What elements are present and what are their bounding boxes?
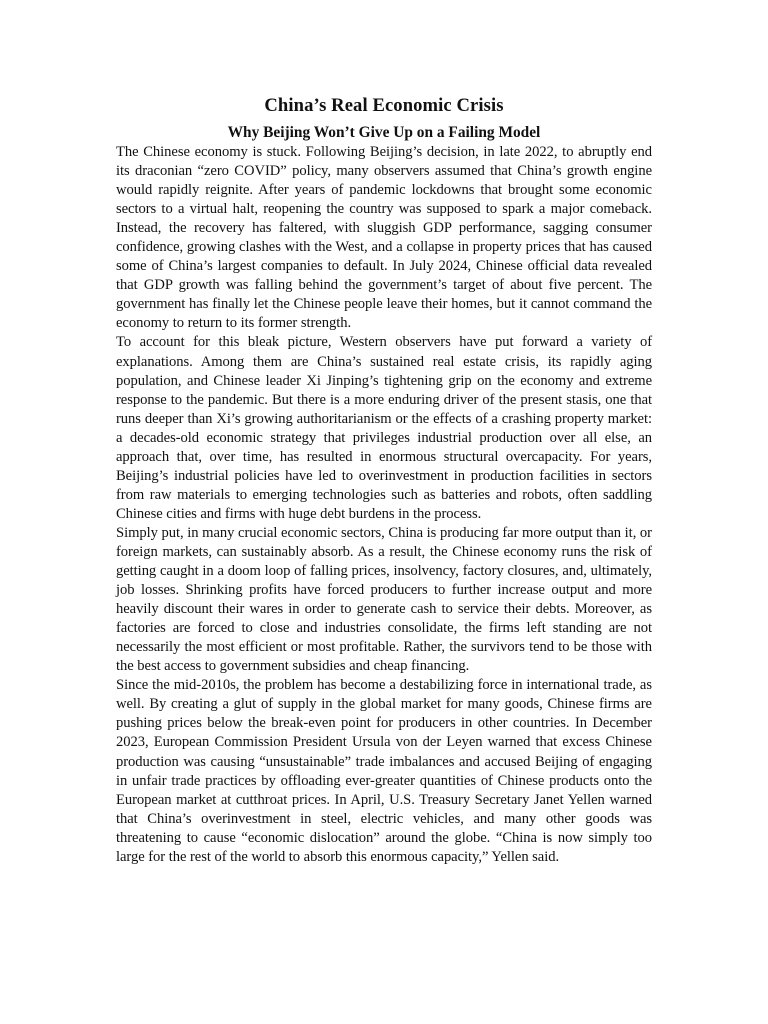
document-subtitle: Why Beijing Won’t Give Up on a Failing Model <box>227 124 541 141</box>
document-page <box>116 94 652 867</box>
document-title: China’s Real Economic Crisis <box>264 95 504 116</box>
paragraph-2: To account for this bleak picture, Western observers have put forward a variety of explanations. Among them are China’s sustained real estate crisis, its rapidly aging population, and Chinese leader Xi Jinping’s tightening grip on the economy and extreme response to the pandemic. But there is a more enduring driver of the present stasis, one that runs deeper than Xi’s growing authoritarianism or the effects of a crashing property market: a decades-old economic strategy that privileges industrial production over all else, an approach that, over time, has resulted in enormous structural overcapacity. For years, Beijing’s industrial policies have led to overinvestment in production facilities in sectors from raw materials to emerging technologies such as batteries and robots, often saddling Chinese cities and firms with huge debt burdens in the process. <box>116 334 652 522</box>
paragraph-1: The Chinese economy is stuck. Following Beijing’s decision, in late 2022, to abruptly end its draconian “zero COVID” policy, many observers assumed that China’s growth engine would rapidly reignite. After years of pandemic lockdowns that brought some economic sectors to a virtual halt, reopening the country was supposed to spark a major comeback. Instead, the recovery has faltered, with sluggish GDP performance, sagging consumer confidence, growing clashes with the West, and a collapse in property prices that has caused some of China’s largest companies to default. In July 2024, Chinese official data revealed that GDP growth was falling behind the government’s target of about five percent. The government has finally let the Chinese people leave their homes, but it cannot command the economy to return to its former strength. <box>116 144 652 332</box>
document-body <box>116 143 652 867</box>
paragraph-4: Since the mid-2010s, the problem has become a destabilizing force in international trade, as well. By creating a glut of supply in the global market for many goods, Chinese firms are pushing prices below the break-even point for producers in other countries. In December 2023, European Commission President Ursula von der Leyen warned that excess Chinese production was causing “unsustainable” trade imbalances and accused Beijing of engaging in unfair trade practices by offloading ever-greater quantities of Chinese products onto the European market at cutthroat prices. In April, U.S. Treasury Secretary Janet Yellen warned that China’s overinvestment in steel, electric vehicles, and many other goods was threatening to cause “economic dislocation” around the globe. “China is now simply too large for the rest of the world to absorb this enormous capacity,” Yellen said. <box>116 677 652 865</box>
paragraph-3: Simply put, in many crucial economic sectors, China is producing far more output than it, or foreign markets, can sustainably absorb. As a result, the Chinese economy runs the risk of getting caught in a doom loop of falling prices, insolvency, factory closures, and, ultimately, job losses. Shrinking profits have forced producers to further increase output and more heavily discount their wares in order to generate cash to service their debts. Moreover, as factories are forced to close and industries consolidate, the firms left standing are not necessarily the most efficient or most profitable. Rather, the survivors tend to be those with the best access to government subsidies and cheap financing. <box>116 524 652 675</box>
